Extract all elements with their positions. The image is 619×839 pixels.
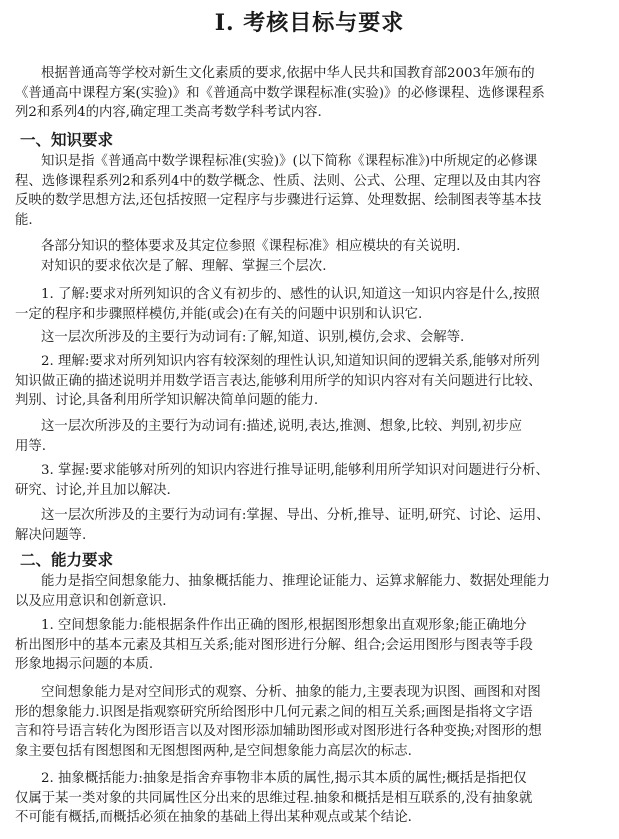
section-heading-ability: 二、能力要求 <box>20 551 114 569</box>
knowledge-definition <box>15 152 605 230</box>
text-line: 2. 抽象概括能力:抽象是指舍弃事物非本质的属性,揭示其本质的属性;概括是指把仅 <box>41 771 527 786</box>
level-master <box>15 461 605 500</box>
text-line: 这一层次所涉及的主要行为动词有:掌握、导出、分析,推导、证明,研究、讨论、运用、 <box>41 508 550 523</box>
text-line: 《普通高中课程方案(实验)》和《普通高中数学课程标准(实验)》的必修课程、选修课程系 <box>15 85 545 101</box>
level-understand-basic-verbs <box>15 328 605 348</box>
text-line: 1. 了解:要求对所列知识的含义有初步的、感性的认识,知道这一知识内容是什么,按照 <box>41 287 540 302</box>
text-line: 研究、讨论,并且加以解决. <box>15 482 171 498</box>
level-understand-basic <box>15 285 605 324</box>
text-line: 对知识的要求依次是了解、理解、掌握三个层次. <box>41 258 327 274</box>
text-line: 这一层次所涉及的主要行为动词有:了解,知道、识别,模仿,会求、会解等. <box>41 330 465 345</box>
text-line: 1. 空间想象能力:能根据条件作出正确的图形,根据图形想象出直观形象;能正确地分 <box>41 618 527 633</box>
text-line: 各部分知识的整体要求及其定位参照《课程标准》相应模块的有关说明. <box>41 239 461 254</box>
text-line: 知识是指《普通高中数学课程标准(实验)》(以下简称《课程标准》)中所规定的必修课 <box>41 154 538 169</box>
level-comprehend-verbs <box>15 417 605 456</box>
text-line: 言和符号语言转化为图形语言以及对图形添加辅助图形或对图形进行各种变换;对图形的想 <box>15 724 542 739</box>
text-line: 能力是指空间想象能力、抽象概括能力、推理论证能力、运算求解能力、数据处理能力 <box>41 574 550 589</box>
level-comprehend <box>15 352 605 411</box>
text-line: 形象地揭示问题的本质. <box>15 657 154 672</box>
text-line: 以及应用意识和创新意识. <box>15 593 167 609</box>
section-heading-knowledge: 一、知识要求 <box>20 131 114 149</box>
text-line: 2. 理解:要求对所列知识内容有较深刻的理性认识,知道知识间的逻辑关系,能够对所列 <box>41 354 540 369</box>
text-line: 解决问题等. <box>15 527 87 543</box>
text-line: 形的想象能力.识图是指观察研究所给图形中几何元素之间的相互关系;画图是指将文字语 <box>15 704 533 720</box>
page-title: Ⅰ. 考核目标与要求 <box>214 10 405 36</box>
text-line: 列2和系列4的内容,确定理工类高考数学科考试内容. <box>15 105 322 120</box>
text-line: 象主要包括有图想图和无图想图两种,是空间想象能力高层次的标志. <box>15 743 412 759</box>
ability-definition <box>15 572 605 611</box>
intro-paragraph <box>15 64 605 123</box>
text-line: 空间想象能力是对空间形式的观察、分析、抽象的能力,主要表现为识图、画图和对图 <box>41 685 541 700</box>
text-line: 用等. <box>15 438 47 454</box>
text-line: 3. 掌握:要求能够对所列的知识内容进行推导证明,能够利用所学知识对问题进行分析、 <box>41 463 549 478</box>
text-line: 一定的程序和步骤照样模仿,并能(或会)在有关的问题中识别和认识它. <box>15 306 423 322</box>
text-line: 这一层次所涉及的主要行为动词有:描述,说明,表达,推测、想象,比较、判别,初步应 <box>41 419 523 434</box>
text-line: 反映的数学思想方法,还包括按照一定程序与步骤进行运算、处理数据、绘制图表等基本技 <box>15 193 542 208</box>
knowledge-scope <box>15 237 605 276</box>
spatial-imagination-detail <box>15 683 605 761</box>
abstraction-generalization <box>15 769 605 828</box>
text-line: 判别、讨论,具备利用所学知识解决简单问题的能力. <box>15 393 319 408</box>
text-line: 能. <box>15 212 33 228</box>
spatial-imagination <box>15 616 605 675</box>
text-line: 程、选修课程系列2和系列4中的数学概念、性质、法则、公式、公理、定理以及由其内容 <box>15 173 541 189</box>
text-line: 根据普通高等学校对新生文化素质的要求,依据中华人民共和国教育部2003年颁布的 <box>41 66 535 81</box>
text-line: 不可能有概括,而概括必须在抽象的基础上得出某种观点或某个结论. <box>15 810 412 825</box>
text-line: 知识做正确的描述说明并用数学语言表达,能够利用所学的知识内容对有关问题进行比较、 <box>15 373 542 389</box>
level-master-verbs <box>15 506 605 545</box>
text-line: 仅属于某一类对象的共同属性区分出来的思维过程.抽象和概括是相互联系的,没有抽象就 <box>15 790 533 806</box>
text-line: 析出图形中的基本元素及其相互关系;能对图形进行分解、组合;会运用图形与图表等手段 <box>15 637 533 653</box>
